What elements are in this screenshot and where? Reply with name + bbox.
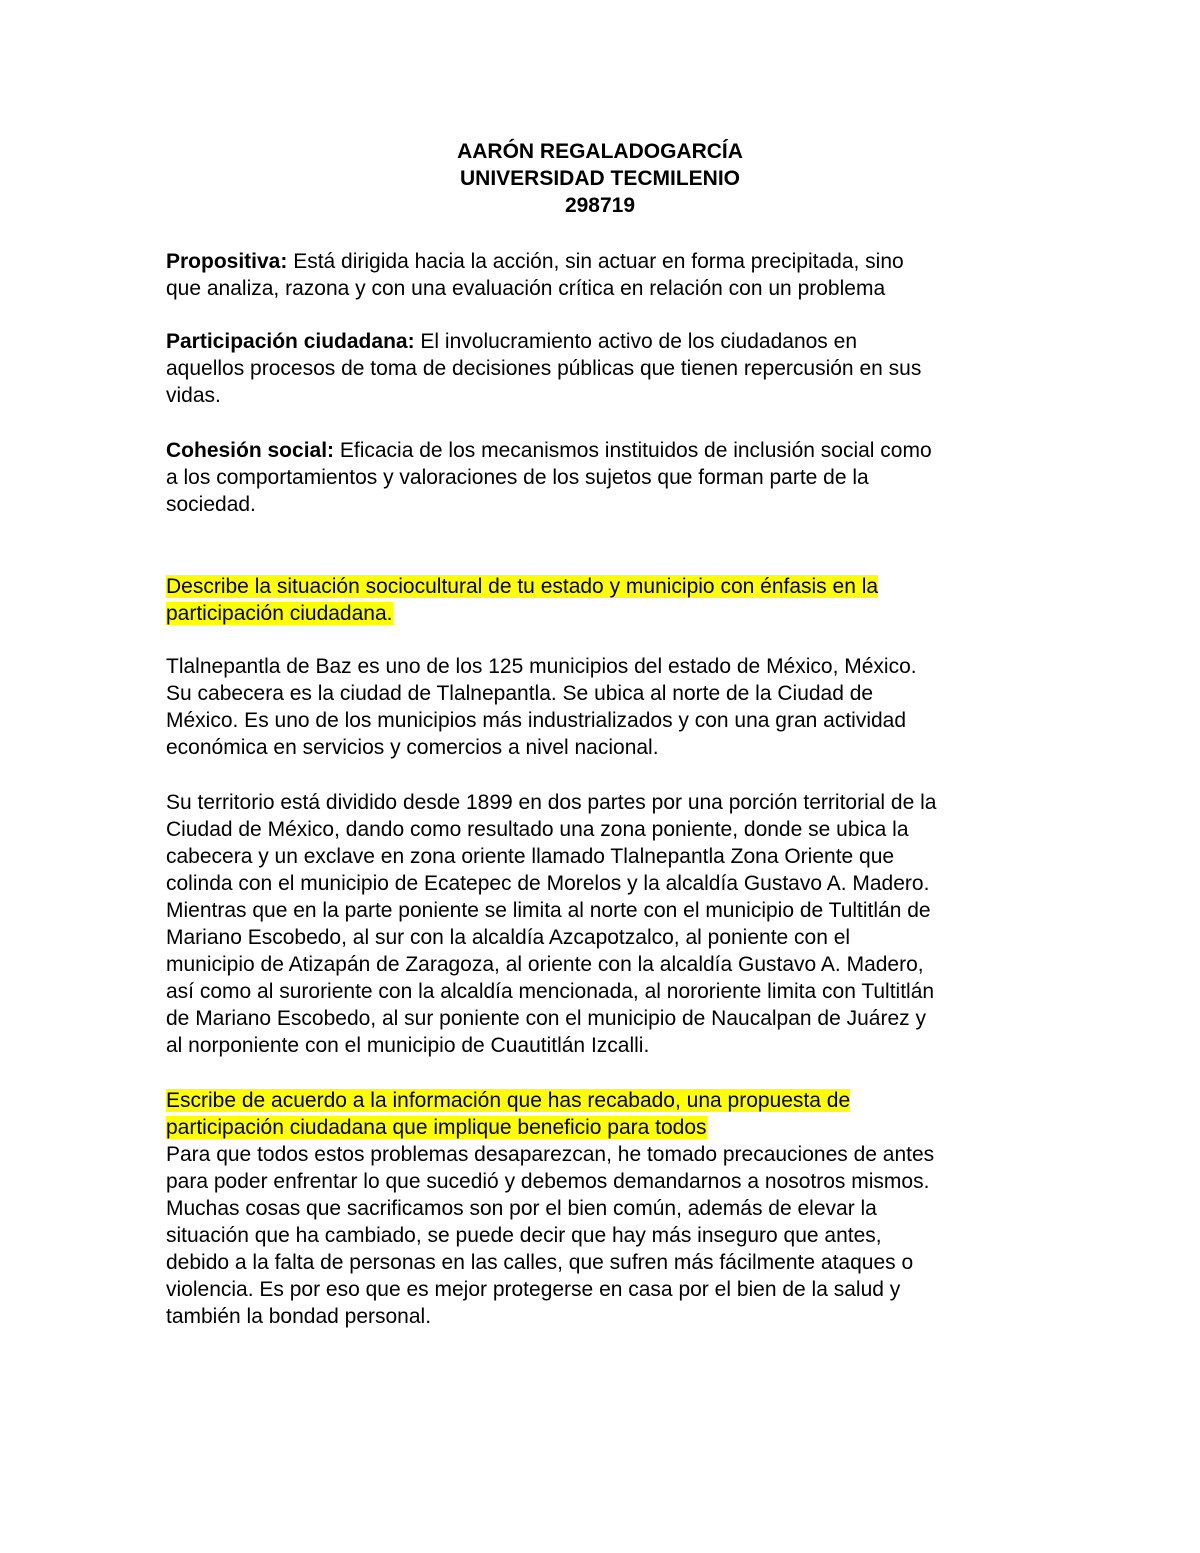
definition-line: vidas. (166, 384, 221, 407)
paragraph-line: situación que ha cambiado, se puede decir que hay más inseguro que antes, (166, 1224, 882, 1247)
paragraph-line: Para que todos estos problemas desaparezcan, he tomado precauciones de antes (166, 1143, 935, 1166)
paragraph-line: Mariano Escobedo, al sur con la alcaldía Azcapotzalco, al poniente con el (166, 926, 851, 949)
question-2 (166, 1087, 1066, 1330)
highlighted-question-line: participación ciudadana. (166, 602, 393, 625)
paragraph-line: también la bondad personal. (166, 1305, 432, 1328)
student-id: 298719 (564, 194, 636, 217)
paragraph-line: Muchas cosas que sacrificamos son por el bien común, además de elevar la (166, 1197, 877, 1220)
question-1 (166, 573, 1066, 627)
paragraph-line: de Mariano Escobedo, al sur poniente con el municipio de Naucalpan de Juárez y (166, 1007, 926, 1030)
definition-propositiva (166, 248, 1066, 302)
definition-participacion-ciudadana (166, 328, 1066, 409)
paragraph-line: cabecera y un exclave en zona oriente llamado Tlalnepantla Zona Oriente que (166, 845, 895, 868)
definition-term: Participación ciudadana: (166, 330, 415, 353)
paragraph-line: debido a la falta de personas en las calles, que sufren más fácilmente ataques o (166, 1251, 914, 1274)
paragraph-line: al norponiente con el municipio de Cuautitlán Izcalli. (166, 1034, 650, 1057)
paragraph-line: colinda con el municipio de Ecatepec de Morelos y la alcaldía Gustavo A. Madero. (166, 872, 930, 895)
highlighted-question-line: Describe la situación sociocultural de tu estado y municipio con énfasis en la (166, 575, 879, 598)
definition-line: Cohesión social: Eficacia de los mecanismos instituidos de inclusión social como (166, 439, 932, 462)
definition-line: sociedad. (166, 493, 256, 516)
paragraph-line: Su cabecera es la ciudad de Tlalnepantla. Se ubica al norte de la Ciudad de (166, 682, 874, 705)
paragraph-line: Mientras que en la parte poniente se limita al norte con el municipio de Tultitlán de (166, 899, 931, 922)
definition-line: aquellos procesos de toma de decisiones públicas que tienen repercusión en sus (166, 357, 922, 380)
highlighted-question-line: Escribe de acuerdo a la información que has recabado, una propuesta de (166, 1089, 851, 1112)
paragraph-line: México. Es uno de los municipios más industrializados y con una gran actividad (166, 709, 907, 732)
answer-1-paragraph-2 (166, 789, 1066, 1059)
definition-line: que analiza, razona y con una evaluación crítica en relación con un problema (166, 277, 886, 300)
paragraph-line: municipio de Atizapán de Zaragoza, al oriente con la alcaldía Gustavo A. Madero, (166, 953, 924, 976)
highlighted-question-line: participación ciudadana que implique beneficio para todos (166, 1116, 707, 1139)
answer-1-paragraph-1 (166, 653, 1066, 761)
paragraph-line: así como al suroriente con la alcaldía mencionada, al nororiente limita con Tultitlán (166, 980, 935, 1003)
definition-cohesion-social (166, 437, 1066, 518)
definition-line: Propositiva: Está dirigida hacia la acción, sin actuar en forma precipitada, sino (166, 250, 904, 273)
paragraph-line: Su territorio está dividido desde 1899 en dos partes por una porción territorial de la (166, 791, 937, 814)
author-name: AARÓN REGALADOGARCÍA (457, 140, 743, 163)
definition-term: Cohesión social: (166, 439, 335, 462)
paragraph-line: Ciudad de México, dando como resultado una zona poniente, donde se ubica la (166, 818, 909, 841)
document-header (0, 138, 1200, 219)
paragraph-line: económica en servicios y comercios a nivel nacional. (166, 736, 659, 759)
paragraph-line: violencia. Es por eso que es mejor protegerse en casa por el bien de la salud y (166, 1278, 901, 1301)
definition-term: Propositiva: (166, 250, 288, 273)
university-name: UNIVERSIDAD TECMILENIO (459, 167, 740, 190)
definition-line: a los comportamientos y valoraciones de los sujetos que forman parte de la (166, 466, 869, 489)
paragraph-line: para poder enfrentar lo que sucedió y debemos demandarnos a nosotros mismos. (166, 1170, 930, 1193)
paragraph-line: Tlalnepantla de Baz es uno de los 125 municipios del estado de México, México. (166, 655, 917, 678)
definition-line: Participación ciudadana: El involucramiento activo de los ciudadanos en (166, 330, 858, 353)
